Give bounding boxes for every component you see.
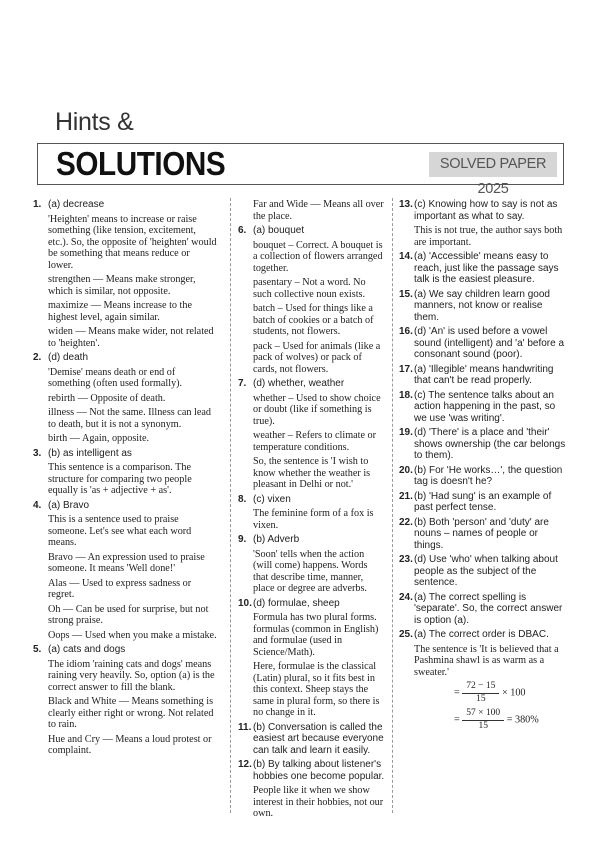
explanation-text: 'Soon' tells when the action (will come) happens. Words that describe time, manner, place or degree are adverbs. [253, 548, 368, 594]
answer-option: (a) 'Accessible' means easy to reach, just like the passage says talk is the easiest pleasure. [414, 251, 559, 285]
equation-row [454, 708, 567, 732]
solution-item [238, 722, 385, 757]
solution-item [399, 517, 567, 552]
explanation-text: The idiom 'raining cats and dogs' means raining very heavily. So, option (a) is the correct answer to fill the blank. [48, 658, 215, 693]
question-number: 20. [399, 464, 413, 476]
explanation-text: This sentence is a comparison. The structure for comparing two people equally is 'as + adjective + as'. [48, 462, 192, 496]
explanation-text: Oh — Can be used for surprise, but not strong praise. [48, 603, 209, 626]
question-number: 16. [399, 326, 413, 337]
explanation-text: pack – Used for animals (like a pack of wolves) or pack of cards, not flowers. [253, 340, 381, 375]
explanation-text: illness — Not the same. Illness can lead to death, but it is not a synonym. [48, 407, 211, 430]
question-number: 5. [33, 644, 42, 655]
question-number: 10. [238, 597, 252, 609]
explanation-text: whether – Used to show choice or doubt (like if something is true). [253, 392, 381, 427]
answer-option: (a) 'Illegible' means handwriting that can't be read properly. [414, 363, 554, 386]
explanation-text: People like it when we show interest in their hobbies, not our own. [253, 785, 384, 819]
answer-option: (a) The correct order is DBAC. [414, 629, 549, 640]
answer-option: (a) decrease [48, 199, 105, 210]
solutions-banner [37, 143, 564, 197]
answer-option: (a) Bravo [48, 499, 90, 511]
fraction-denominator: 15 [478, 720, 488, 731]
question-number: 17. [399, 363, 413, 375]
solution-item [399, 554, 567, 589]
solutions-column-3 [399, 199, 567, 735]
solution-item [33, 500, 217, 642]
question-number: 14. [399, 251, 413, 262]
explanation-text: Hue and Cry — Means a loud protest or complaint. [48, 733, 212, 756]
answer-option: (b) Conversation is called the easiest art because everyone can talk and learn it easily. [253, 721, 384, 756]
question-number: 11. [238, 721, 252, 733]
solution-item [238, 378, 385, 491]
answer-option: (d) 'An' is used before a vowel sound (intelligent) and 'a' before a consonant sound (poor). [414, 326, 565, 360]
equation-row [454, 681, 567, 705]
explanation-text: Here, formulae is the classical (Latin) plural, so it fits best in this context. Sheep stays the same in plural form, so there is no change in it. [253, 661, 380, 718]
explanation-text: strengthen — Means make stronger, which is similar, not opposite. [48, 274, 196, 297]
answer-option: (d) formulae, sheep [253, 597, 340, 609]
explanation-text: Alas — Used to express sadness or regret. [48, 577, 192, 600]
question-number: 4. [33, 499, 42, 511]
solutions-title: SOLUTIONS [56, 145, 226, 182]
explanation-text: Far and Wide — Means all over the place. [253, 199, 384, 222]
explanation-text: widen — Means make wider, not related to 'heighten'. [48, 326, 214, 349]
answer-option: (c) The sentence talks about an action happening in the past, so we use 'was writing'. [414, 389, 556, 424]
answer-option: (b) 'Had sung' is an example of past perfect tense. [414, 490, 552, 513]
explanation-text: Bravo — An expression used to praise someone. It means 'Well done!' [48, 551, 205, 574]
explanation-text: The sentence is 'It is believed that a Pashmina shawl is as warm as a sweater.' [414, 643, 559, 678]
solution-item [238, 759, 385, 820]
solution-item [399, 629, 567, 732]
column-divider-2 [392, 198, 393, 813]
solution-item [238, 199, 385, 222]
solution-item [33, 448, 217, 497]
solution-item [399, 390, 567, 425]
fraction-numerator: 72 − 15 [462, 681, 499, 694]
answer-option: (a) bouquet [253, 225, 305, 236]
explanation-text: rebirth — Opposite of death. [48, 392, 166, 404]
equals-sign: = [454, 714, 463, 726]
question-number: 7. [238, 378, 247, 389]
answer-option: (b) For 'He works…', the question tag is doesn't he? [414, 464, 563, 487]
question-number: 2. [33, 352, 42, 363]
equation-tail: × 100 [501, 687, 526, 699]
answer-option: (d) whether, weather [253, 378, 345, 389]
answer-option: (b) By talking about listener's hobbies one become popular. [253, 759, 385, 782]
answer-option: (a) cats and dogs [48, 644, 126, 655]
solution-item [399, 251, 567, 286]
explanation-text: This is a sentence used to praise someone. Let's see what each word means. [48, 514, 192, 548]
explanation-text: So, the sentence is 'I wish to know whether the weather is pleasant in Delhi or not.' [253, 456, 371, 490]
explanation-text: pasentary – Not a word. No such collective noun exists. [253, 277, 366, 300]
question-number: 18. [399, 389, 413, 401]
solution-item [33, 352, 217, 445]
explanation-text: batch – Used for things like a batch of cookies or a batch of students, not flowers. [253, 303, 374, 337]
answer-option: (b) Adverb [253, 534, 300, 545]
solution-item [238, 225, 385, 375]
fraction [462, 681, 499, 705]
solved-paper-badge: SOLVED PAPER 2025 [429, 152, 557, 177]
answer-option: (a) The correct spelling is 'separate'. So, the correct answer is option (a). [414, 591, 563, 626]
solutions-column-2 [238, 199, 385, 823]
question-number: 6. [238, 225, 247, 236]
explanation-text: bouquet – Correct. A bouquet is a collection of flowers arranged together. [253, 239, 383, 274]
question-number: 3. [33, 447, 42, 459]
fraction-denominator: 15 [476, 693, 486, 704]
explanation-text: Oops — Used when you make a mistake. [48, 629, 217, 641]
explanation-text: 'Heighten' means to increase or raise something (like tension, excitement, etc.). So, the opposite of 'heighten' would be something that means reduce or lower. [48, 213, 217, 271]
hints-heading: Hints & [55, 108, 134, 136]
answer-option: (d) death [48, 352, 89, 363]
question-number: 19. [399, 427, 413, 438]
answer-option: (c) vixen [253, 493, 291, 505]
question-number: 22. [399, 516, 413, 528]
explanation-text: birth — Again, opposite. [48, 433, 150, 444]
explanation-text: This is not true, the author says both are important. [414, 225, 563, 248]
explanation-text: 'Demise' means death or end of something (often used formally). [48, 366, 183, 389]
fraction [462, 708, 504, 732]
solution-item [399, 364, 567, 387]
explanation-text: The feminine form of a fox is vixen. [253, 508, 374, 531]
solution-item [238, 598, 385, 719]
equation-tail: = 380% [506, 714, 539, 726]
solutions-column-1 [33, 199, 217, 760]
explanation-text: Black and White — Means something is clearly either right or wrong. Not related to rain. [48, 696, 214, 730]
question-number: 21. [399, 490, 413, 502]
solution-item [399, 465, 567, 488]
explanation-text: Formula has two plural forms. formulas (common in English) and formulae (used in Science/Math). [253, 612, 379, 658]
question-number: 1. [33, 199, 42, 210]
question-number: 9. [238, 534, 247, 545]
question-number: 13. [399, 199, 413, 210]
question-number: 8. [238, 493, 247, 505]
solution-item [399, 199, 567, 248]
solution-item [399, 326, 567, 361]
question-number: 24. [399, 591, 413, 603]
solution-item [399, 592, 567, 627]
solution-item [238, 494, 385, 532]
solution-item [399, 491, 567, 514]
question-number: 25. [399, 629, 413, 640]
solution-item [238, 534, 385, 595]
answer-option: (b) as intelligent as [48, 447, 132, 459]
column-divider-1 [230, 198, 231, 813]
equals-sign: = [454, 687, 463, 699]
question-number: 12. [238, 759, 252, 770]
answer-option: (b) Both 'person' and 'duty' are nouns – names of people or things. [414, 516, 549, 551]
solution-item [399, 289, 567, 324]
solution-item [399, 427, 567, 462]
explanation-text: maximize — Means increase to the highest level, again similar. [48, 300, 192, 323]
solution-item [33, 199, 217, 349]
answer-option: (a) We say children learn good manners, not know or realise them. [414, 288, 550, 323]
solution-item [33, 644, 217, 757]
answer-option: (c) Knowing how to say is not as important as what to say. [414, 199, 558, 222]
question-number: 15. [399, 288, 413, 300]
fraction-numerator: 57 × 100 [462, 708, 504, 721]
answer-option: (d) Use 'who' when talking about people as the subject of the sentence. [414, 554, 558, 588]
question-number: 23. [399, 554, 413, 565]
explanation-text: weather – Refers to climate or temperature conditions. [253, 430, 377, 453]
answer-option: (d) 'There' is a place and 'their' shows ownership (the car belongs to them). [414, 427, 566, 461]
